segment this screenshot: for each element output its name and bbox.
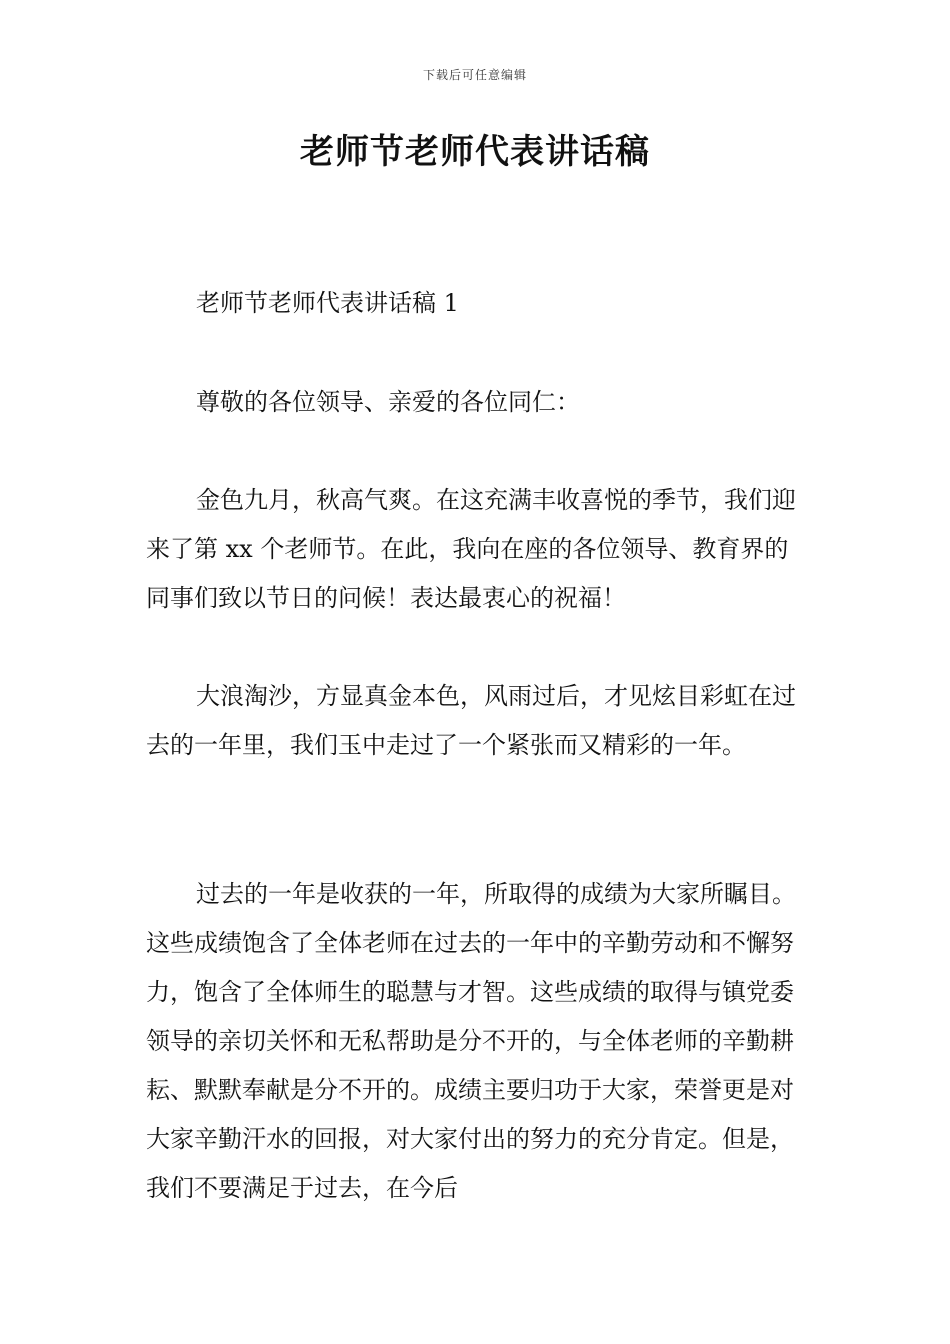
- paragraph: 过去的一年是收获的一年，所取得的成绩为大家所瞩目。这些成绩饱含了全体老师在过去的一年中的辛勤劳动和不懈努力，饱含了全体师生的聪慧与才智。这些成绩的取得与镇党委领导的亲切关怀和无私帮助是分不开的，与全体老师的辛勤耕耘、默默奉献是分不开的。成绩主要归功于大家，荣誉更是对大家辛勤汗水的回报，对大家付出的努力的充分肯定。但是，我们不要满足于过去，在今后: [146, 880, 796, 1202]
- header-note: 下载后可任意编辑: [422, 68, 527, 82]
- document-title: 老师节老师代表讲话稿: [300, 132, 650, 172]
- paragraph: 金色九月，秋高气爽。在这充满丰收喜悦的季节，我们迎来了第 xx 个老师节。在此，我向在座的各位领导、教育界的同事们致以节日的问候！表达最衷心的祝福！: [146, 486, 796, 612]
- paragraph: 大浪淘沙，方显真金本色，风雨过后，才见炫目彩虹在过去的一年里，我们玉中走过了一个紧张而又精彩的一年。: [146, 682, 796, 759]
- salutation: 尊敬的各位领导、亲爱的各位同仁：: [196, 388, 580, 416]
- section-heading: 老师节老师代表讲话稿 1: [196, 289, 459, 317]
